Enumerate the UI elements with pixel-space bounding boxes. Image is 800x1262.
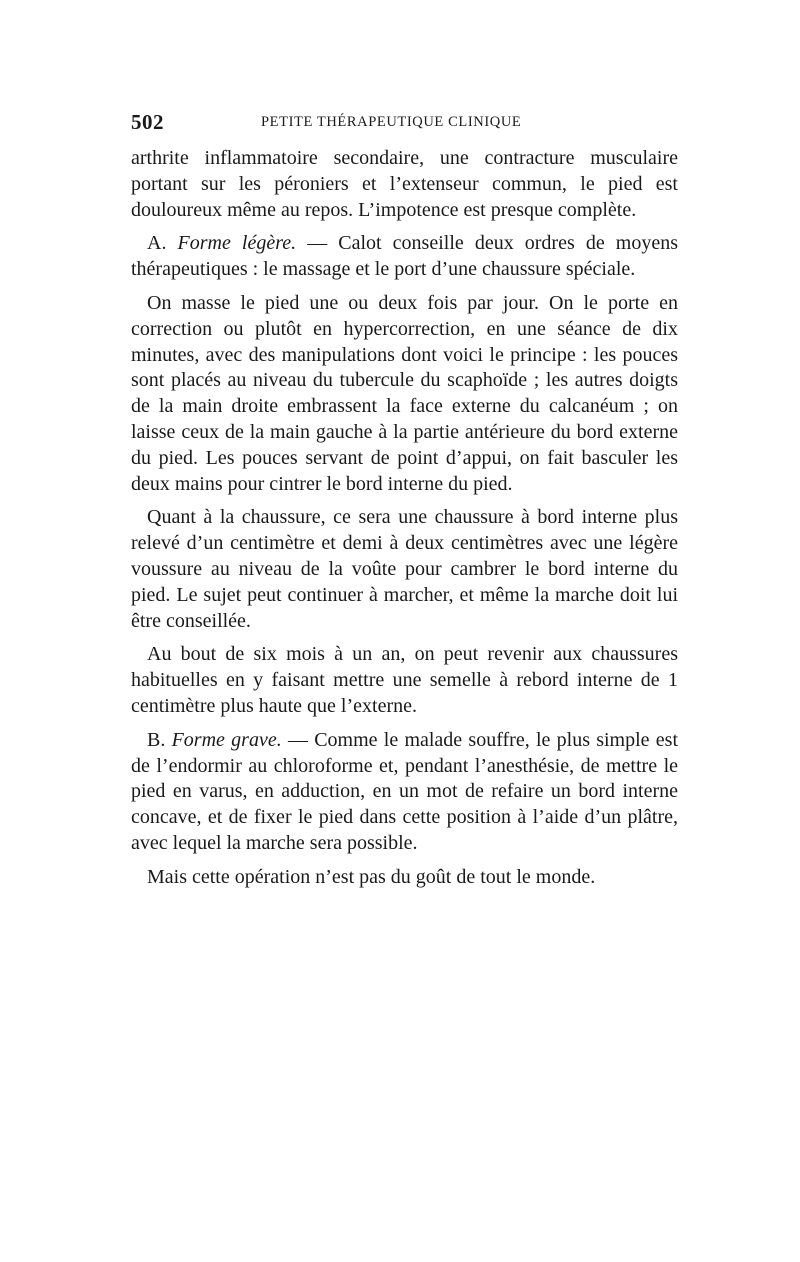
- paragraph-massage: [131, 291, 678, 497]
- section-label: Forme grave.: [171, 728, 282, 751]
- paragraph-text: On masse le pied une ou deux fois par jour. On le porte en correction ou plutôt en hypercorrection, en une séance de dix minutes, avec des manipulations dont voici le principe : les pouces sont placés au niveau du tubercule du scaphoïde ; les autres doigts de la main droite embrassent la face externe du calcanéum ; on laisse ceux de la main gauche à la partie antérieure du bord externe du pied. Les pouces servant de point d’appui, on fait basculer les deux mains pour cintrer le bord interne du pied.: [131, 291, 678, 495]
- running-head: [131, 110, 678, 140]
- body-text: [131, 146, 678, 891]
- paragraph-text: — Comme le malade souffre, le plus simple est de l’endormir au chloroforme et, pendant l’anesthésie, de mettre le pied en varus, en adduction, en un mot de refaire un bord interne concave, et de fixer le pied dans cette position à l’aide d’un plâtre, avec lequel la marche sera possible.: [131, 728, 679, 854]
- paragraph-conclusion: [131, 865, 678, 891]
- paragraph-text: Quant à la chaussure, ce sera une chaussure à bord interne plus relevé d’un centimètre et demi à deux centimètres avec une légère voussure au niveau de la voûte pour cambrer le bord interne du pied. Le sujet peut continuer à marcher, et même la marche doit lui être conseillée.: [131, 506, 678, 632]
- paragraph-text: Mais cette opération n’est pas du goût de tout le monde.: [147, 865, 596, 888]
- paragraph-forme-legere: [131, 231, 678, 283]
- paragraph-text: arthrite inflammatoire secondaire, une contracture musculaire portant sur les péroniers et l’extenseur commun, le pied est douloureux même au repos. L’impotence est presque complète.: [131, 147, 678, 221]
- section-prefix: B.: [147, 728, 172, 751]
- paragraph-text: — Calot conseille deux ordres de moyens thérapeutiques : le massage et le port d’une chaussure spéciale.: [131, 232, 678, 281]
- book-page: [131, 110, 678, 899]
- page-number: 502: [131, 110, 164, 134]
- section-label: Forme légère.: [177, 232, 297, 255]
- paragraph-continuation: [131, 146, 678, 223]
- paragraph-forme-grave: [131, 728, 678, 857]
- running-title: PETITE THÉRAPEUTIQUE CLINIQUE: [261, 114, 522, 130]
- paragraph-six-mois: [131, 642, 678, 719]
- paragraph-text: Au bout de six mois à un an, on peut revenir aux chaussures habituelles en y faisant mettre une semelle à rebord interne de 1 centimètre plus haute que l’externe.: [131, 643, 678, 717]
- paragraph-chaussure: [131, 505, 678, 634]
- section-prefix: A.: [147, 232, 178, 255]
